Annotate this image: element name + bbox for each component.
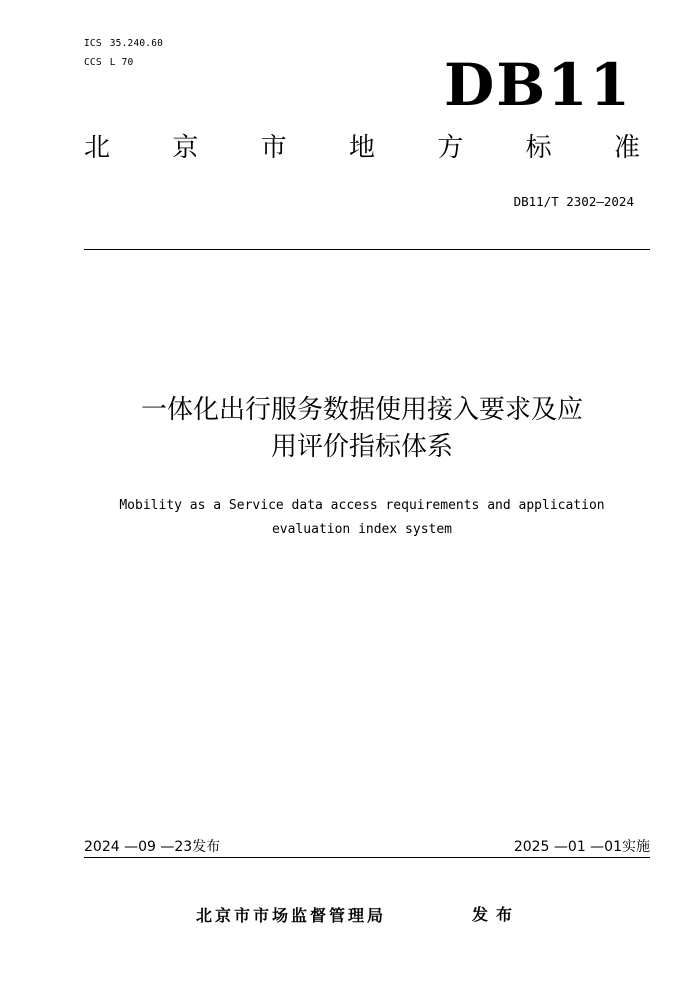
issue-date-label: 发布 xyxy=(192,839,221,855)
db11-logo: DB11 xyxy=(443,51,632,119)
standard-type-char: 京 xyxy=(172,133,199,163)
implementation-date-label: 实施 xyxy=(622,839,650,855)
standard-type-char: 标 xyxy=(525,133,552,163)
chinese-title xyxy=(84,392,640,466)
ics-classification xyxy=(84,38,163,49)
standard-type-char: 方 xyxy=(437,133,464,163)
standard-type-char: 北 xyxy=(84,133,111,163)
issuing-authority-suffix: 发布 xyxy=(472,905,521,924)
standard-type-char: 准 xyxy=(613,133,640,163)
issuing-authority: 北京市市场监督管理局 xyxy=(196,906,387,925)
implementation-date xyxy=(514,836,650,856)
standard-number: DB11/T 2302—2024 xyxy=(513,194,634,209)
ics-label: ICS xyxy=(84,38,102,49)
english-title-line-2: evaluation index system xyxy=(271,522,452,537)
standard-type-heading xyxy=(84,135,640,161)
implementation-date-value: 2025 —01 —01 xyxy=(513,839,622,855)
ics-code: 35.240.60 xyxy=(109,38,164,49)
standard-type-char: 地 xyxy=(348,133,375,163)
ccs-label: CCS xyxy=(84,57,102,68)
english-title xyxy=(84,494,640,542)
chinese-title-line-1: 一体化出行服务数据使用接入要求及应 xyxy=(140,395,583,425)
ccs-code: L 70 xyxy=(109,57,134,68)
issue-date xyxy=(84,836,220,856)
standard-type-char: 市 xyxy=(260,133,287,163)
top-divider xyxy=(84,249,650,250)
english-title-line-1: Mobility as a Service data access requirements and application xyxy=(119,498,605,513)
ccs-classification xyxy=(84,57,133,68)
chinese-title-line-2: 用评价指标体系 xyxy=(270,432,453,462)
bottom-divider xyxy=(84,857,650,858)
issue-date-value: 2024 —09 —23 xyxy=(84,839,193,855)
